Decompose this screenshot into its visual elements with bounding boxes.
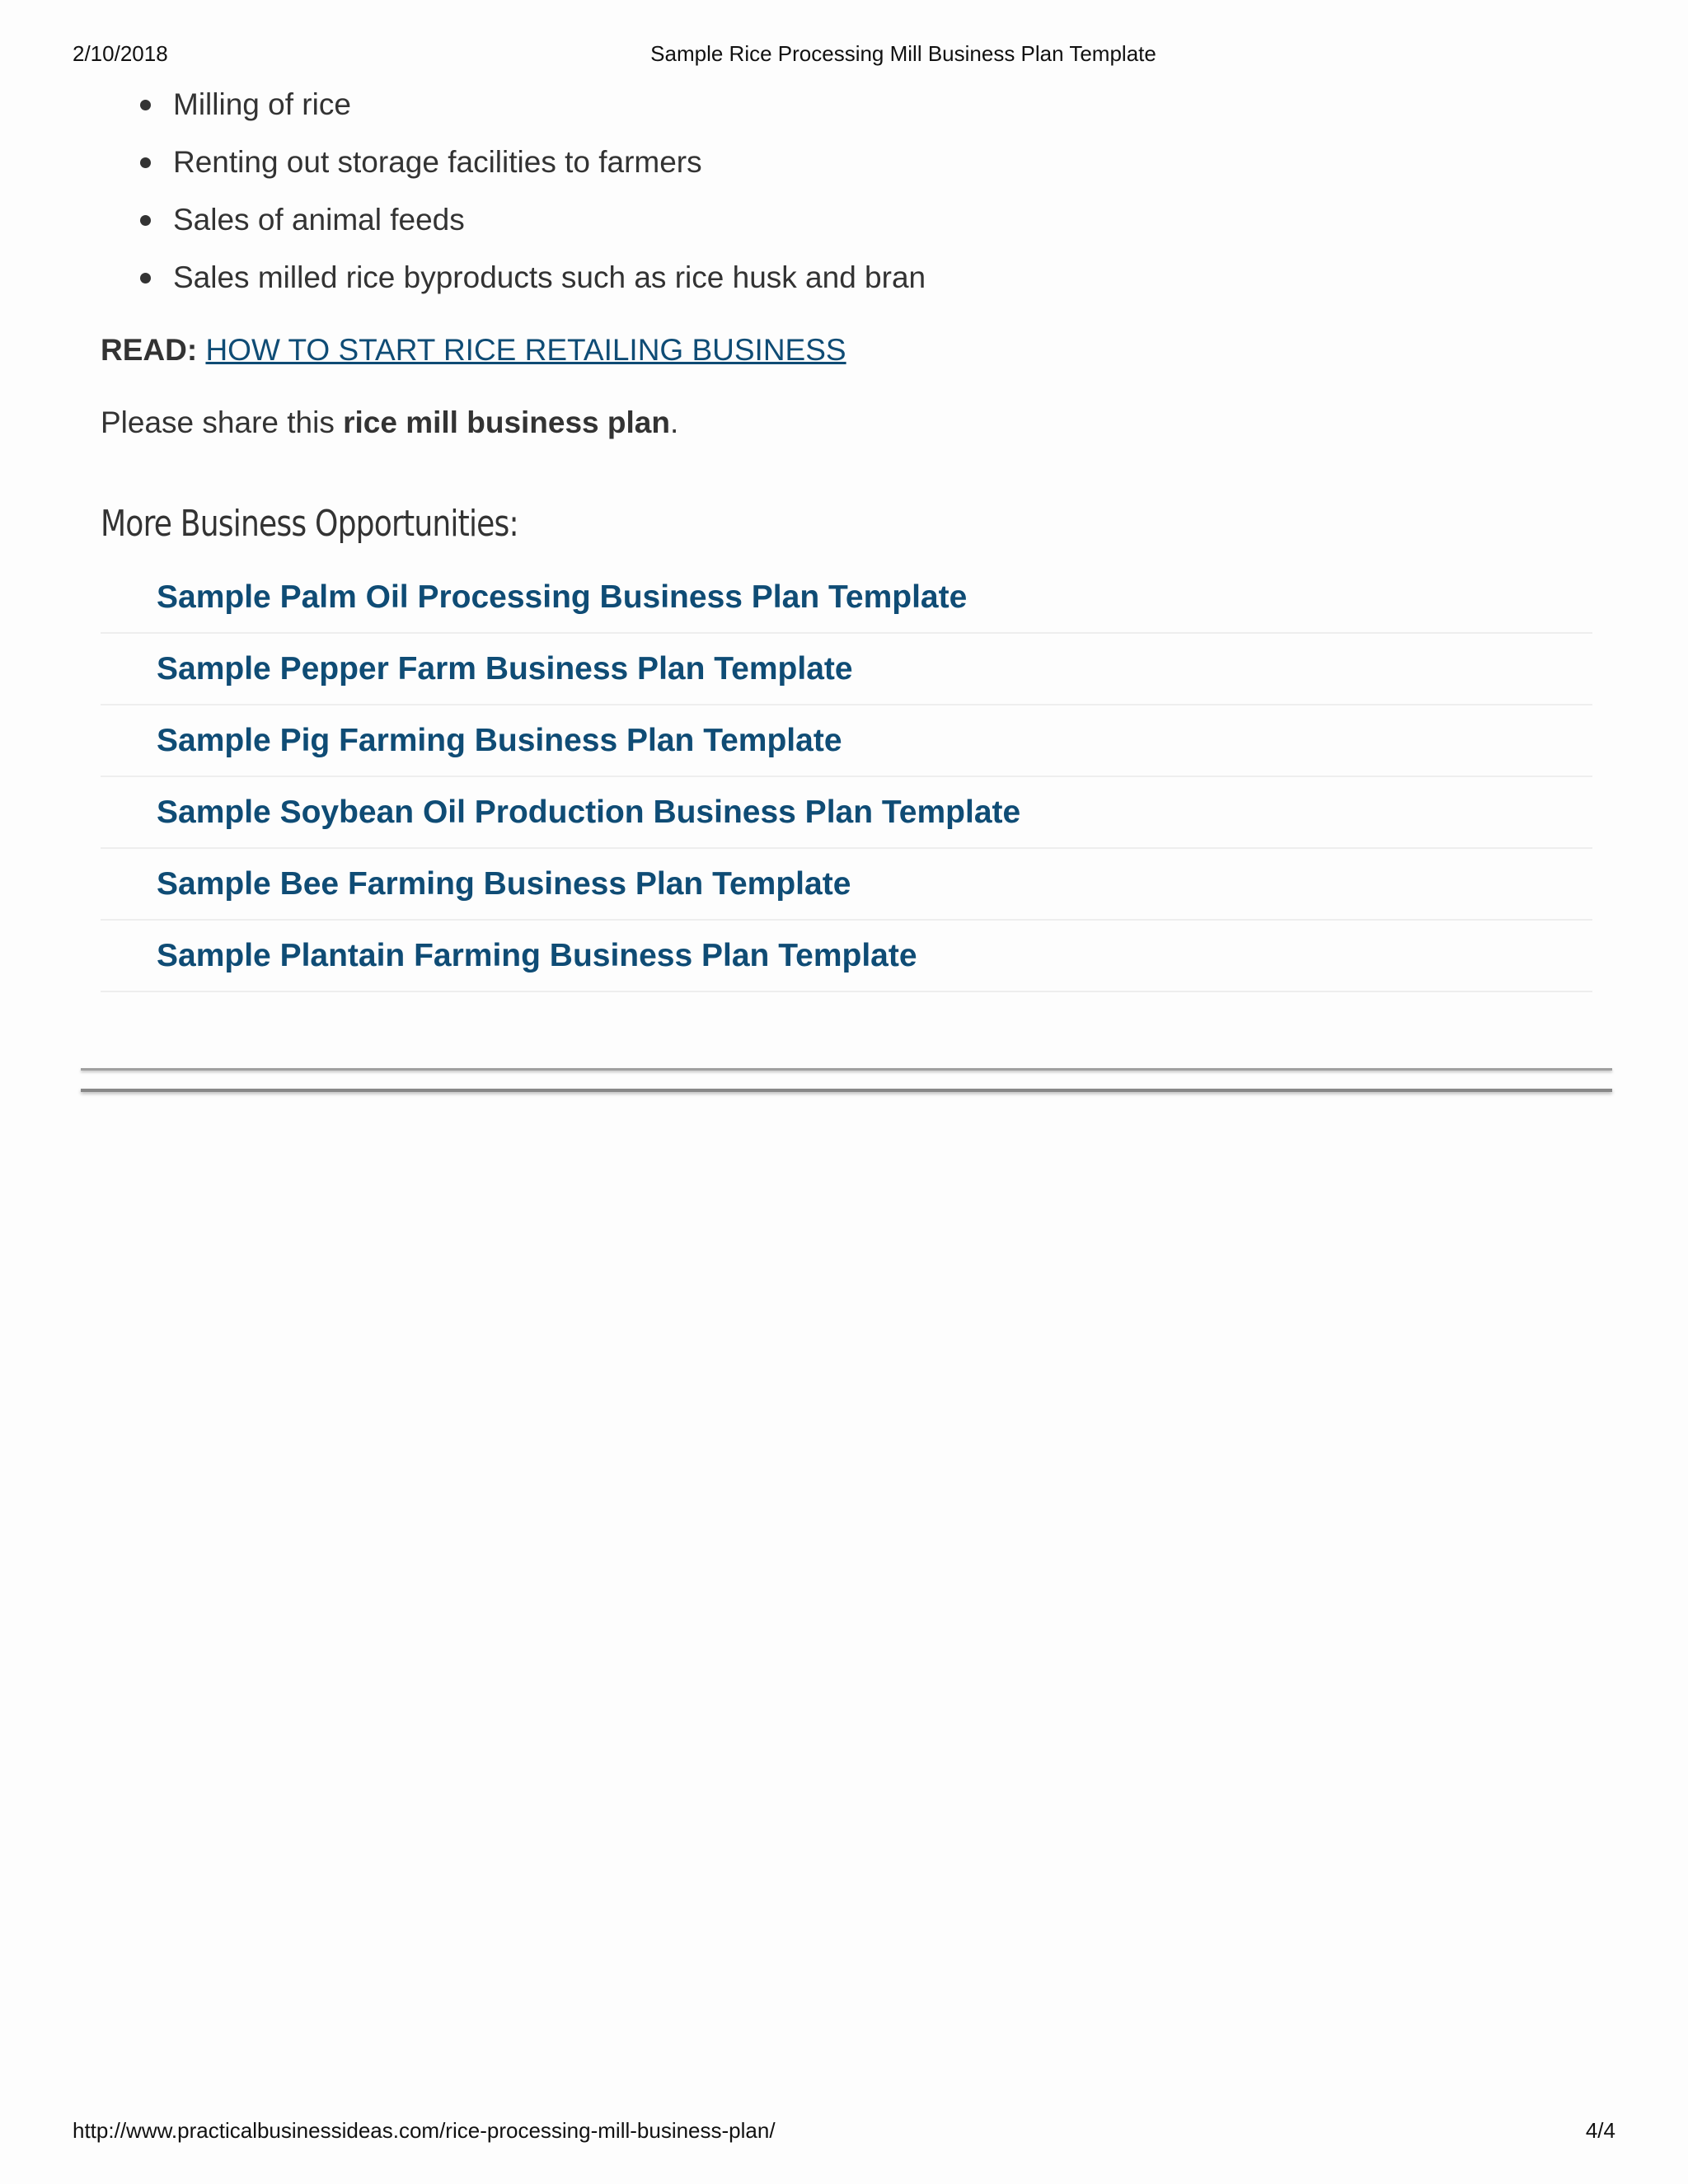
article-content [101, 81, 1592, 992]
bullet-icon [140, 100, 151, 110]
share-suffix: . [669, 405, 679, 439]
feature-list [101, 81, 1592, 312]
print-footer [0, 2118, 1688, 2144]
list-item-text: Milling of rice [173, 87, 351, 121]
bullet-icon [140, 215, 151, 226]
more-opportunities-heading: More Business Opportunities: [101, 503, 518, 545]
share-line [101, 402, 1592, 443]
opportunity-item [101, 849, 1592, 921]
opportunity-item [101, 634, 1592, 705]
list-item [101, 81, 1592, 138]
print-header [0, 41, 1688, 68]
print-url: http://www.practicalbusinessideas.com/rice-processing-mill-business-plan/ [73, 2118, 776, 2143]
bullet-icon [140, 273, 151, 284]
list-item-text: Sales of animal feeds [173, 203, 465, 237]
opportunity-link-palm-oil[interactable]: Sample Palm Oil Processing Business Plan Template [157, 579, 968, 615]
print-title: Sample Rice Processing Mill Business Plan Template [650, 41, 1156, 66]
section-divider [81, 1068, 1612, 1071]
list-item [101, 196, 1592, 254]
opportunities-list [101, 562, 1592, 992]
share-bold-text: rice mill business plan [343, 405, 670, 439]
opportunity-link-pig-farming[interactable]: Sample Pig Farming Business Plan Template [157, 722, 842, 758]
opportunity-link-plantain-farming[interactable]: Sample Plantain Farming Business Plan Template [157, 937, 917, 973]
bullet-icon [140, 157, 151, 168]
list-item [101, 138, 1592, 196]
print-date: 2/10/2018 [73, 41, 168, 66]
opportunity-link-soybean-oil[interactable]: Sample Soybean Oil Production Business Plan Template [157, 794, 1021, 830]
opportunity-link-pepper-farm[interactable]: Sample Pepper Farm Business Plan Template [157, 650, 853, 687]
opportunity-item [101, 921, 1592, 992]
section-divider-shadow [81, 1089, 1612, 1092]
list-item-text: Sales milled rice byproducts such as rice husk and bran [173, 260, 926, 294]
read-more-link[interactable]: HOW TO START RICE RETAILING BUSINESS [205, 333, 846, 367]
opportunity-item [101, 705, 1592, 777]
read-label: READ: [101, 333, 198, 367]
opportunity-item [101, 562, 1592, 634]
share-prefix: Please share this [101, 405, 344, 439]
read-more-line [101, 330, 1592, 371]
page-number: 4/4 [1585, 2118, 1615, 2143]
list-item [101, 254, 1592, 312]
opportunity-item [101, 777, 1592, 849]
list-item-text: Renting out storage facilities to farmers [173, 145, 702, 179]
opportunity-link-bee-farming[interactable]: Sample Bee Farming Business Plan Template [157, 865, 851, 902]
